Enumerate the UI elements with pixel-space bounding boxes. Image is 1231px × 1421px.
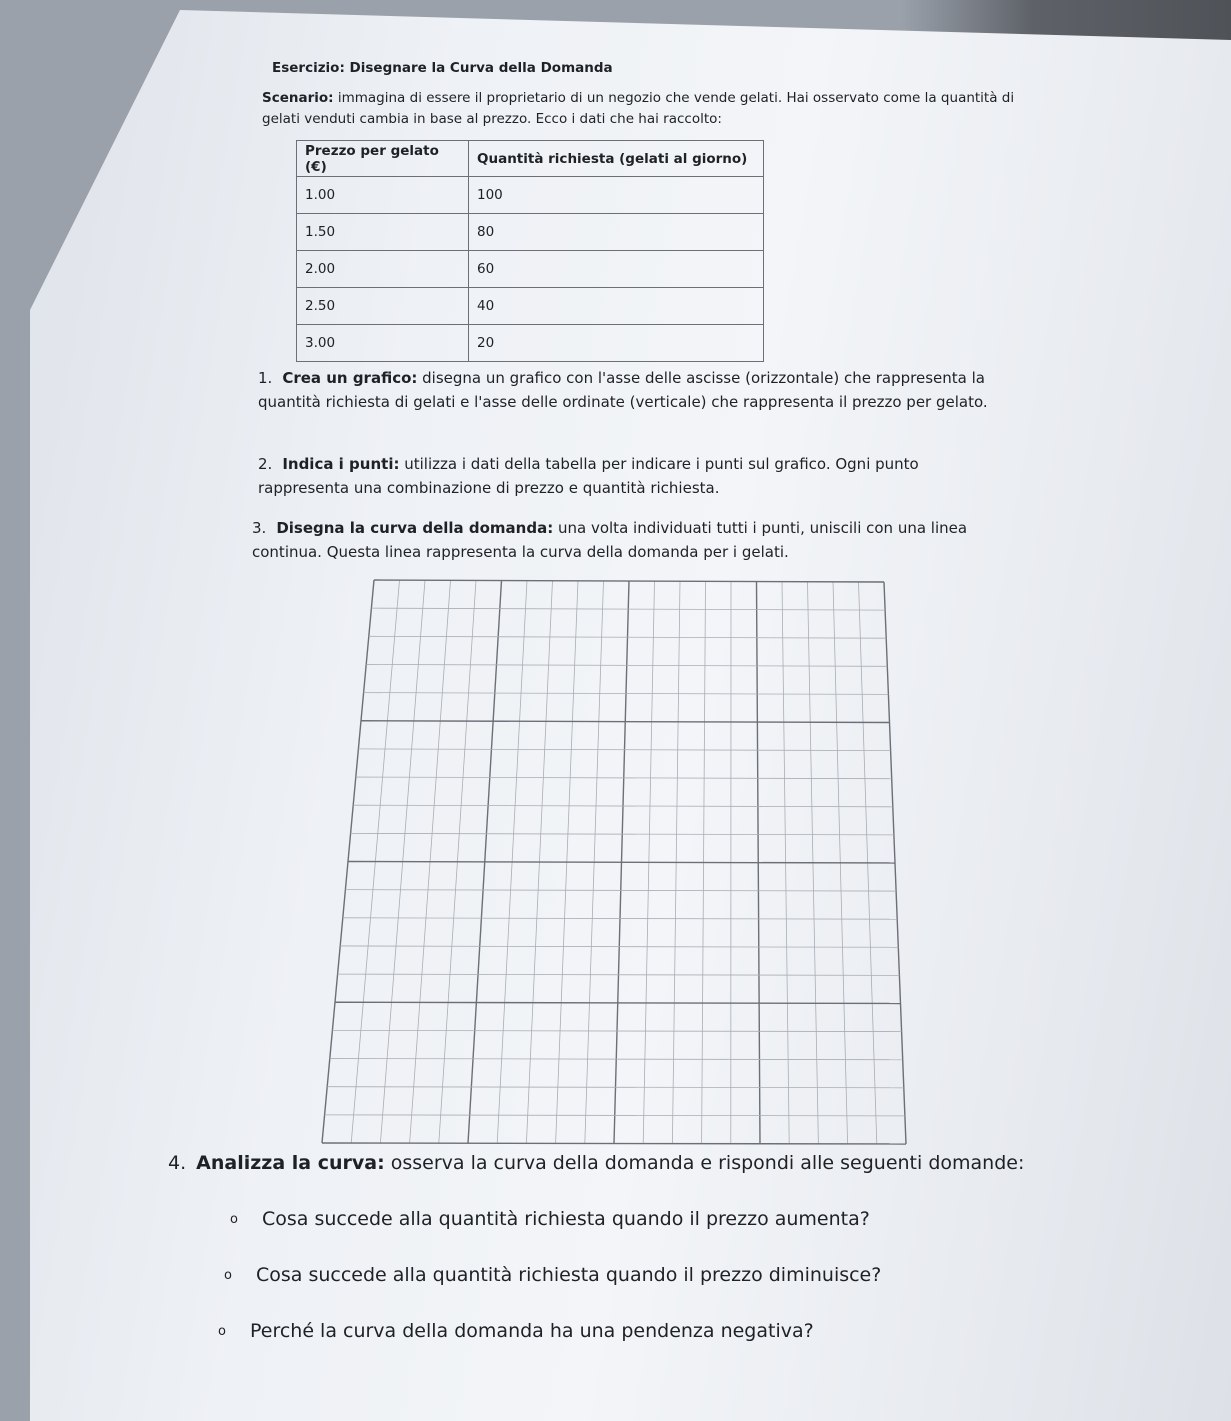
table-row [297,214,764,251]
scenario-paragraph [262,88,1022,130]
cell-quantity: 60 [469,251,764,288]
cell-price: 3.00 [297,325,469,362]
question-text: Cosa succede alla quantità richiesta quando il prezzo aumenta? [261,1208,870,1230]
question-item [230,1208,870,1230]
step-number: 2. [258,455,273,473]
cell-quantity: 40 [469,288,764,325]
table-row [297,288,764,325]
table-row [297,251,764,288]
step-heading: Analizza la curva: [196,1152,385,1174]
cell-quantity: 20 [469,325,764,362]
exercise-title: Esercizio: Disegnare la Curva della Domanda [272,60,613,76]
step-number: 1. [258,369,273,387]
step-1 [258,366,1028,414]
step-text: una volta individuati tutti i punti, uniscili con una linea continua. Questa linea rappresenta la curva della domanda per i gelati. [252,519,968,561]
step-heading: Indica i punti: [282,455,400,473]
cell-price: 2.50 [297,288,469,325]
step-4 [168,1152,1024,1174]
table-row [297,325,764,362]
question-item [224,1264,881,1286]
table-header-row [297,141,764,177]
cell-price: 2.00 [297,251,469,288]
grid-major-horizontal-line [322,1143,906,1144]
table-row [297,177,764,214]
question-text: Perché la curva della domanda ha una pendenza negativa? [249,1320,814,1342]
cell-price: 1.50 [297,214,469,251]
bullet-circle-icon: o [230,1212,238,1227]
step-text: osserva la curva della domanda e rispondi alle seguenti domande: [384,1152,1025,1174]
price-quantity-table [296,140,764,362]
cell-quantity: 100 [469,177,764,214]
cell-price: 1.00 [297,177,469,214]
bullet-circle-icon: o [224,1268,232,1283]
step-text: disegna un grafico con l'asse delle ascisse (orizzontale) che rappresenta la quantità richiesta di gelati e l'asse delle ordinate (verticale) che rappresenta il prezzo per gelato. [258,369,988,411]
header-price: Prezzo per gelato (€) [297,141,469,177]
bullet-circle-icon: o [218,1324,226,1339]
scenario-text: immagina di essere il proprietario di un negozio che vende gelati. Hai osservato come la quantità di gelati venduti cambia in base al prezzo. Ecco i dati che hai raccolto: [262,90,1015,127]
graph-paper-area[interactable] [320,578,910,1146]
step-3 [252,516,1022,564]
question-item [218,1320,814,1342]
step-2 [258,452,998,500]
question-text: Cosa succede alla quantità richiesta quando il prezzo diminuisce? [255,1264,882,1286]
step-number: 3. [252,519,267,537]
step-heading: Crea un grafico: [282,369,418,387]
header-quantity: Quantità richiesta (gelati al giorno) [469,141,764,177]
scenario-label: Scenario: [262,90,334,106]
step-heading: Disegna la curva della domanda: [276,519,554,537]
step-text: utilizza i dati della tabella per indicare i punti sul grafico. Ogni punto rappresenta una combinazione di prezzo e quantità richiesta. [258,455,919,497]
cell-quantity: 80 [469,214,764,251]
step-number: 4. [168,1152,187,1174]
graph-grid[interactable] [320,578,910,1146]
